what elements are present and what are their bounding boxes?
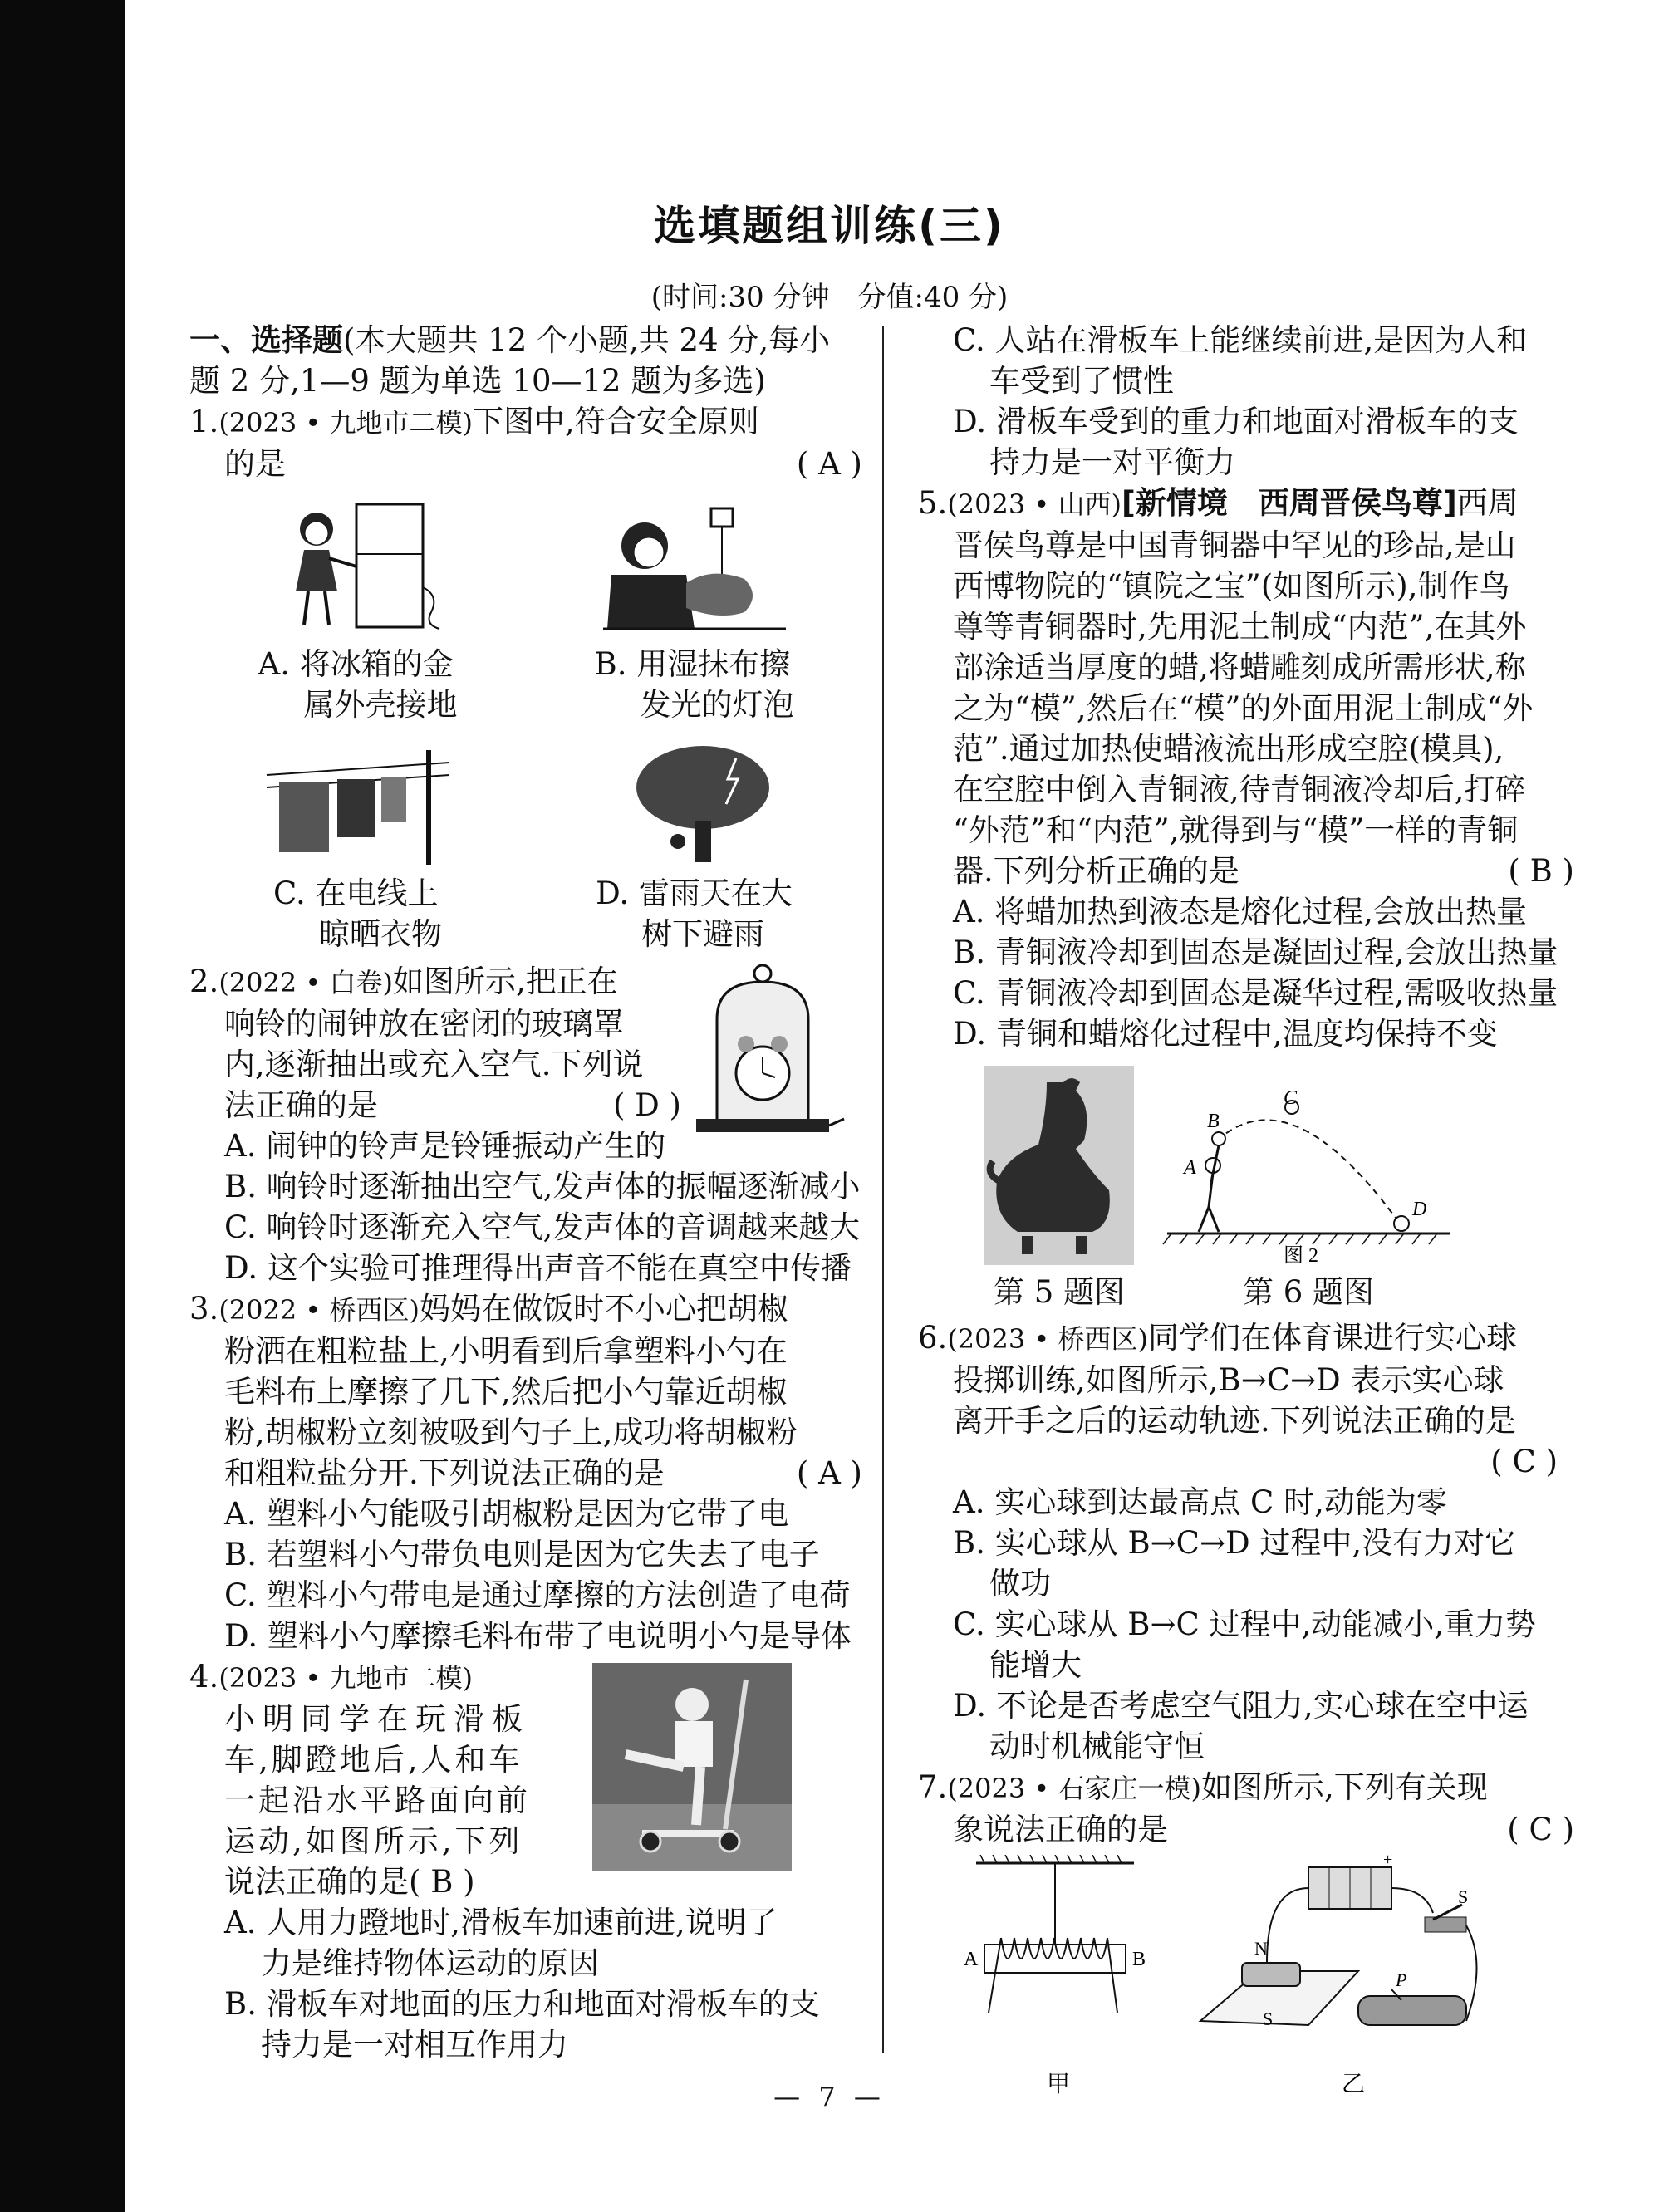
q1-option-d-text1: D. 雷雨天在大 — [596, 875, 793, 911]
south-pole-label: S — [1263, 2008, 1274, 2029]
q1-option-a-caption — [258, 644, 458, 725]
section-desc-1: (本大题共 12 个小题,共 24 分,每小 — [343, 322, 831, 358]
q5-stem-7: 范”.通过加热使蜡液流出形成空腔(模具), — [953, 731, 1504, 767]
q4-stem-1: 小明同学在玩滑板 — [224, 1701, 530, 1737]
q2-option-c: C. 响铃时逐渐充入空气,发声体的音调越来越大 — [224, 1209, 861, 1245]
q1-option-d-caption — [596, 873, 793, 954]
q7-number: 7. — [918, 1769, 948, 1805]
q2-stem-line4 — [189, 1085, 681, 1126]
q7-stem-1: 如图所示,下列有关现 — [1200, 1769, 1488, 1805]
q2-source: (2022 • 白卷) — [218, 967, 393, 998]
q4-option-a-1: A. 人用力蹬地时,滑板车加速前进,说明了 — [224, 1905, 778, 1940]
q5-figure-caption: 第 5 题图 — [993, 1274, 1126, 1310]
q1-option-a — [258, 496, 458, 725]
q6-option-c-2: 能增大 — [989, 1647, 1082, 1683]
q5-number: 5. — [918, 485, 948, 521]
q2-option-d: D. 这个实验可推理得出声音不能在真空中传播 — [224, 1250, 852, 1286]
q5-answer: ( B ) — [1508, 853, 1574, 889]
q5-stem-2: 晋侯鸟尊是中国青铜器中罕见的珍品,是山 — [953, 527, 1516, 563]
q3-stem-4: 粉,胡椒粉立刻被吸到勺子上,成功将胡椒粉 — [224, 1415, 798, 1450]
q6-figure-caption: 第 6 题图 — [1242, 1274, 1375, 1310]
figure-jia-label: 甲 — [1047, 2072, 1071, 2097]
figure-yi-label: 乙 — [1342, 2072, 1366, 2097]
q7-source: (2023 • 石家庄一模) — [947, 1773, 1201, 1804]
q4-stem-4: 运动,如图所示,下列 — [224, 1823, 523, 1859]
q5-context-tag: [新情境 西周晋侯鸟尊] — [1121, 485, 1457, 521]
q1-number: 1. — [189, 404, 219, 439]
battery-plus-label: + — [1383, 1855, 1393, 1869]
q4-option-c-2: 车受到了惯性 — [989, 363, 1174, 399]
q3-option-c: C. 塑料小勺带电是通过摩擦的方法创造了电荷 — [224, 1577, 851, 1613]
q2-option-b: B. 响铃时逐渐抽出空气,发声体的振幅逐渐减小 — [224, 1169, 861, 1204]
q2-block — [189, 961, 862, 1288]
q4-number: 4. — [189, 1659, 219, 1695]
q7-figures — [943, 1855, 1574, 2104]
q6-source: (2023 • 桥西区) — [947, 1323, 1148, 1355]
q2-stem-1: 如图所示,把正在 — [392, 964, 618, 999]
column-divider — [882, 326, 884, 2053]
wet-cloth-bulb-illustration — [595, 496, 794, 637]
q3-number: 3. — [189, 1291, 219, 1327]
q1-option-b-caption — [595, 644, 794, 725]
right-column — [918, 320, 1574, 2104]
q1-source: (2023 • 九地市二模) — [218, 407, 473, 439]
q5-stem-line1 — [918, 483, 1574, 525]
q3-option-a: A. 塑料小勺能吸引胡椒粉是因为它带了电 — [224, 1496, 789, 1532]
q5-stem-1: 西周 — [1456, 485, 1519, 521]
label-a: A — [964, 1949, 979, 1970]
q3-stem-line1 — [189, 1288, 862, 1331]
q1-option-a-text1: A. 将冰箱的金 — [258, 646, 454, 682]
electromagnet-hanging-diagram — [943, 1855, 1184, 2104]
q4-answer: ( B ) — [409, 1864, 475, 1900]
q5-stem-6: 之为“模”,然后在“模”的外面用泥土制成“外 — [953, 690, 1534, 726]
q3-source: (2022 • 桥西区) — [218, 1294, 420, 1326]
q6-option-c-1: C. 实心球从 B→C 过程中,动能减小,重力势 — [953, 1606, 1537, 1642]
q4-stem-2: 车,脚蹬地后,人和车 — [224, 1742, 523, 1778]
q4-block — [189, 1656, 862, 1902]
q6-stem-1: 同学们在体育课进行实心球 — [1147, 1320, 1517, 1356]
q6-number: 6. — [918, 1320, 948, 1356]
q5-stem-5: 部涂适当厚度的蜡,将蜡雕刻成所需形状,称 — [953, 650, 1526, 685]
q1-option-a-text2: 属外壳接地 — [303, 687, 458, 723]
q7-stem-line1 — [918, 1767, 1574, 1809]
q3-stem-line5 — [189, 1453, 862, 1493]
bell-jar-alarm-clock-illustration — [680, 961, 846, 1135]
q3-answer: ( A ) — [796, 1455, 862, 1491]
q7-stem-line2 — [918, 1809, 1574, 1850]
q3-option-d: D. 塑料小勺摩擦毛料布带了电说明小勺是导体 — [224, 1618, 852, 1654]
q2-option-a: A. 闹钟的铃声是铃锤振动产生的 — [224, 1128, 666, 1164]
q1-option-c — [258, 742, 458, 954]
q6-stem-line1 — [918, 1317, 1574, 1360]
q1-figures-row2 — [189, 742, 862, 954]
figure-2-label: 图 2 — [1284, 1245, 1318, 1265]
q5-option-d: D. 青铜和蜡熔化过程中,温度均保持不变 — [953, 1016, 1498, 1052]
q1-stem-2: 的是 — [224, 446, 286, 482]
north-pole-label: N — [1254, 1938, 1268, 1959]
q5-figure — [984, 1066, 1134, 1312]
q1-stem-line — [189, 401, 862, 444]
page-title: 选填题组训练(三) — [654, 202, 1005, 250]
q6-option-b-2: 做功 — [989, 1566, 1051, 1601]
q3-option-b: B. 若塑料小勺带负电则是因为它失去了电子 — [224, 1537, 820, 1572]
shot-put-trajectory-diagram — [1159, 1091, 1458, 1265]
q1-option-c-text1: C. 在电线上 — [273, 875, 439, 911]
q2-stem-2: 响铃的闹钟放在密闭的玻璃罩 — [224, 1006, 624, 1042]
q4-option-b-1: B. 滑板车对地面的压力和地面对滑板车的支 — [224, 1986, 820, 2022]
point-d-label: D — [1412, 1199, 1427, 1220]
q1-stem-line2 — [189, 444, 862, 484]
q6-option-b-1: B. 实心球从 B→C→D 过程中,没有力对它 — [953, 1525, 1516, 1561]
q1-option-d-text2: 树下避雨 — [641, 916, 765, 952]
slider-p-label: P — [1396, 1969, 1407, 1990]
fridge-grounding-illustration — [258, 496, 458, 637]
circuit-electromagnet-diagram — [1184, 1855, 1499, 2104]
q6-figure — [1159, 1091, 1458, 1312]
q1-option-d — [595, 742, 794, 954]
section-desc-2: 题 2 分,1—9 题为单选 10—12 题为多选) — [189, 363, 766, 399]
point-c-label: C — [1284, 1091, 1298, 1109]
q2-number: 2. — [189, 964, 219, 999]
q7-stem-2: 象说法正确的是 — [953, 1812, 1168, 1847]
q5-stem-line10 — [918, 851, 1574, 891]
q5-option-c: C. 青铜液冷却到固态是凝华过程,需吸收热量 — [953, 975, 1558, 1011]
q5-option-a: A. 将蜡加热到液态是熔化过程,会放出热量 — [953, 894, 1528, 929]
q3-stem-5: 和粗粒盐分开.下列说法正确的是 — [224, 1455, 665, 1491]
q6-stem-3: 离开手之后的运动轨迹.下列说法正确的是 — [953, 1403, 1516, 1439]
q1-option-c-text2: 晾晒衣物 — [319, 916, 442, 952]
left-column — [189, 320, 862, 2065]
scooter-boy-photo — [592, 1663, 792, 1871]
q6-stem-2: 投掷训练,如图所示,B→C→D 表示实心球 — [953, 1362, 1504, 1398]
q1-option-b — [595, 496, 794, 725]
tree-in-storm-illustration — [595, 742, 794, 866]
q4-stem-3: 一起沿水平路面向前 — [224, 1783, 531, 1818]
label-b: B — [1132, 1949, 1146, 1970]
q4-option-c-1: C. 人站在滑板车上能继续前进,是因为人和 — [953, 322, 1528, 358]
switch-s-label: S — [1458, 1886, 1469, 1907]
q1-option-b-text1: B. 用湿抹布擦 — [594, 646, 791, 682]
q5-stem-10: 器.下列分析正确的是 — [953, 853, 1239, 889]
q1-figures-row1 — [189, 496, 862, 725]
q3-stem-2: 粉洒在粗粒盐上,小明看到后拿塑料小勺在 — [224, 1333, 788, 1369]
q5-stem-3: 西博物院的“镇院之宝”(如图所示),制作鸟 — [953, 568, 1510, 604]
section-heading: 一、选择题 — [189, 322, 343, 358]
q1-option-c-caption — [273, 873, 442, 954]
q4-option-d-2: 持力是一对平衡力 — [989, 444, 1235, 480]
section-heading-line — [189, 320, 862, 360]
q1-stem: 下图中,符合安全原则 — [472, 404, 759, 439]
q6-option-a: A. 实心球到达最高点 C 时,动能为零 — [953, 1484, 1447, 1520]
q5-stem-9: “外范”和“内范”,就得到与“模”一样的青铜 — [953, 812, 1519, 848]
q5-q6-figures — [984, 1066, 1574, 1312]
q2-answer: ( D ) — [612, 1087, 681, 1123]
clothes-on-wire-illustration — [258, 742, 458, 866]
q5-stem-8: 在空腔中倒入青铜液,待青铜液冷却后,打碎 — [953, 772, 1526, 807]
page-number: — 7 — — [773, 2081, 886, 2112]
q1-answer: ( A ) — [796, 446, 862, 482]
q4-option-d-1: D. 滑板车受到的重力和地面对滑板车的支 — [953, 404, 1519, 439]
q6-option-d-2: 动时机械能守恒 — [989, 1729, 1205, 1764]
q1-option-b-text2: 发光的灯泡 — [640, 687, 794, 723]
q2-stem-3: 内,逐渐抽出或充入空气.下列说 — [224, 1047, 644, 1082]
q4-option-a-2: 力是维持物体运动的原因 — [261, 1945, 599, 1981]
q5-stem-4: 尊等青铜器时,先用泥土制成“内范”,在其外 — [953, 609, 1527, 645]
q5-option-b: B. 青铜液冷却到固态是凝固过程,会放出热量 — [953, 934, 1558, 970]
q4-option-b-2: 持力是一对相互作用力 — [261, 2027, 568, 2062]
bird-zun-bronze-photo — [984, 1066, 1134, 1265]
q5-source: (2023 • 山西) — [947, 488, 1122, 520]
q4-source: (2023 • 九地市二模) — [218, 1662, 473, 1694]
time-score-info: (时间:30 分钟 分值:40 分) — [650, 281, 1009, 314]
q7-answer: ( C ) — [1507, 1812, 1574, 1847]
scan-dark-edge — [0, 0, 125, 2212]
point-a-label: A — [1184, 1157, 1196, 1179]
q3-stem-3: 毛料布上摩擦了几下,然后把小勺靠近胡椒 — [224, 1374, 788, 1410]
q3-stem-1: 妈妈在做饭时不小心把胡椒 — [419, 1291, 788, 1327]
q4-stem-5: 说法正确的是 — [224, 1864, 409, 1900]
q6-option-d-1: D. 不论是否考虑空气阻力,实心球在空中运 — [953, 1688, 1529, 1724]
q6-answer: ( C ) — [1490, 1444, 1558, 1479]
q2-stem-4: 法正确的是 — [224, 1087, 378, 1123]
point-b-label: B — [1207, 1111, 1220, 1132]
